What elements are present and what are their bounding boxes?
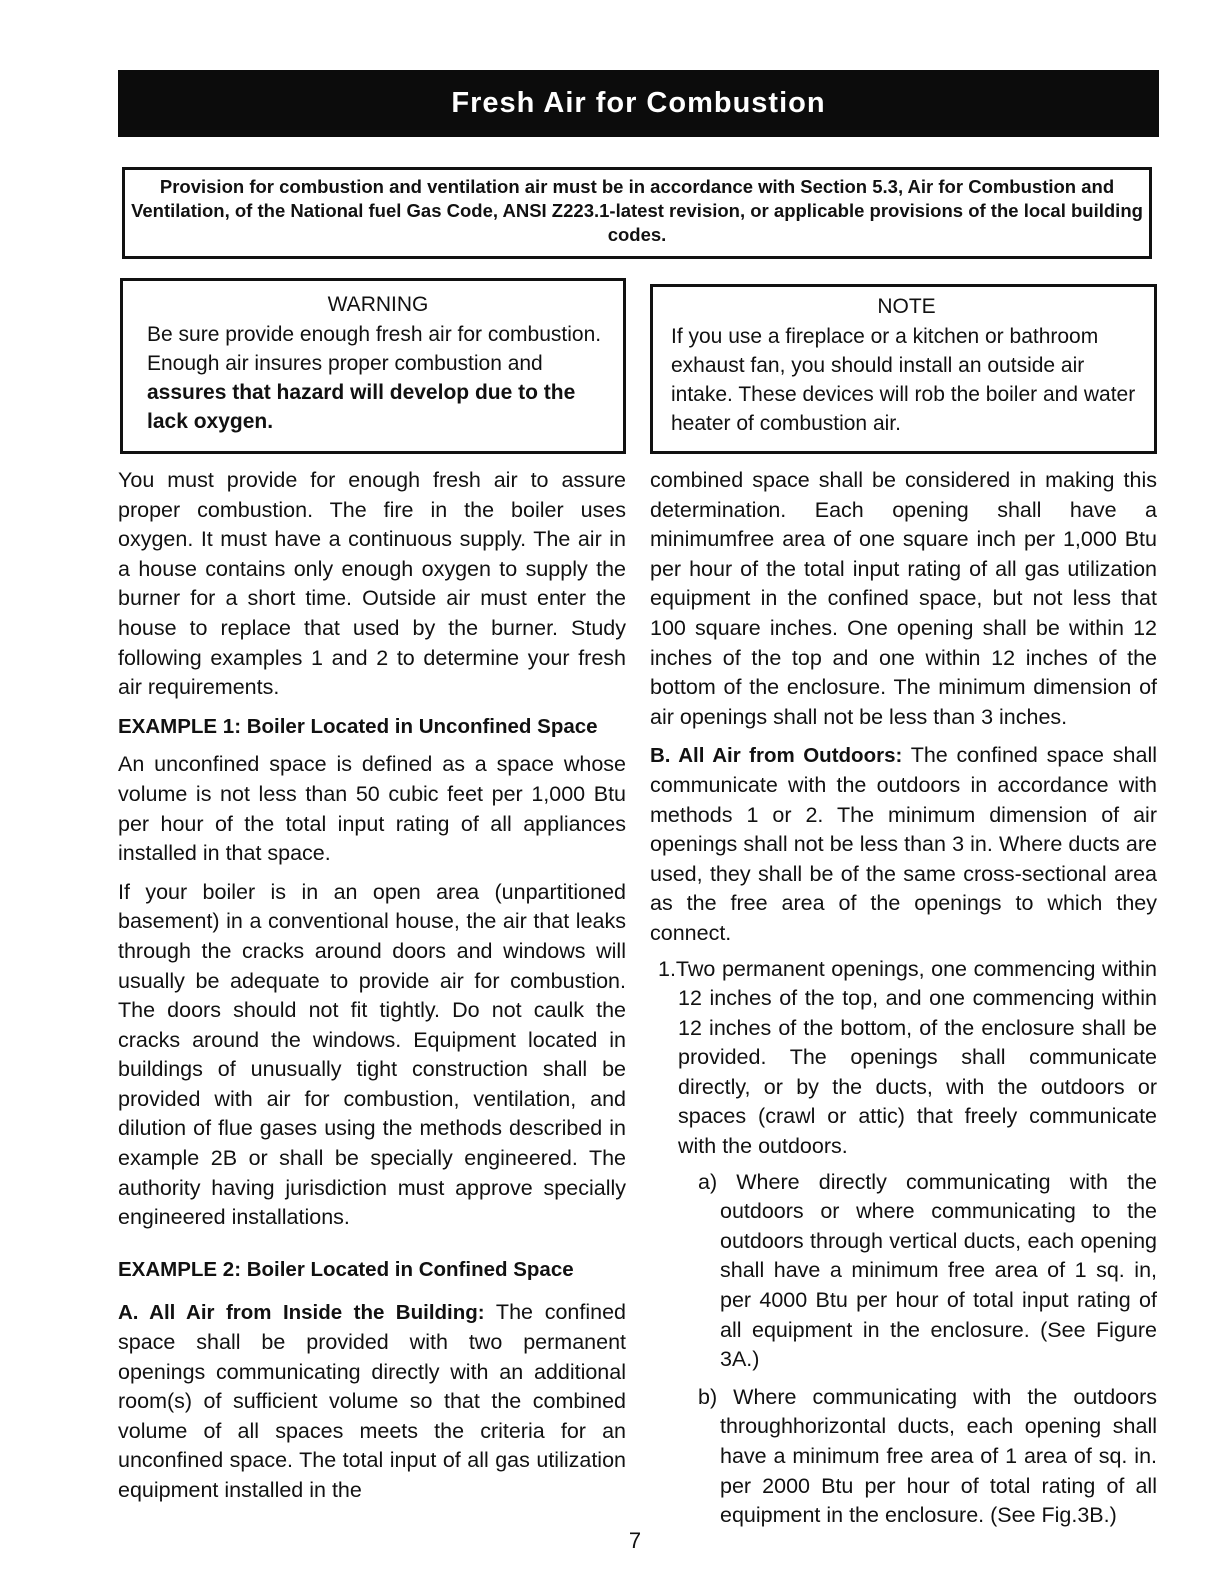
inside-air-paragraph [118,1298,626,1505]
unconfined-definition: An unconfined space is defined as a space whose volume is not less than 50 cubic feet per 1,000 Btu per hour of the total input rating of all appliances installed in that space. [118,752,626,866]
page-number: 7 [628,1528,642,1553]
outdoor-air-paragraph [650,741,1157,948]
warning-bold-text: assures that hazard will develop due to the lack oxygen. [147,381,576,433]
combined-space-paragraph: combined space shall be considered in making this determination. Each opening shall have a minimumfree area of one square inch per 1,000 Btu per hour of the total input rating of all gas utilization equipment in the confined space, but not less that 100 square inches. One opening shall be within 12 inches of the top and one within 12 inches of the bottom of the enclosure. The minimum dimension of air openings shall not be less than 3 inches. [650,468,1157,729]
warning-box [120,278,626,454]
warning-heading: WARNING [327,293,429,316]
note-box [650,284,1157,454]
warning-text: Be sure provide enough fresh air for combustion. Enough air insures proper combustion and [147,323,602,375]
intro-paragraph: You must provide for enough fresh air to assure proper combustion. The fire in the boiler uses oxygen. It must have a continuous supply. The air in a house contains only enough oxygen to supply the burner for a short time. Outside air must enter the house to replace that used by the burner. Study following examples 1 and 2 to determine your fresh air requirements. [118,468,626,700]
note-text: If you use a fireplace or a kitchen or bathroom exhaust fan, you should install an outside air intake. These devices will rob the boiler and water heater of combustion air. [671,325,1136,435]
example1-heading: EXAMPLE 1: Boiler Located in Unconfined Space [118,714,598,738]
list-item-1: 1.Two permanent openings, one commencing within 12 inches of the top, and one commencing within 12 inches of the bottom, of the enclosure shall be provided. The openings shall communicate directly, or by the ducts, with the outdoors or spaces (crawl or attic) that freely communicate with the outdoors. [658,956,1157,1159]
open-area-paragraph: If your boiler is in an open area (unpartitioned basement) in a conventional house, the air that leaks through the cracks around doors and windows will usually be adequate to provide air for combustion. The doors should not fit tightly. Do not caulk the cracks around the windows. Equipment located in buildings of unusually tight construction shall be provided with air for combustion, ventilation, and dilution of flue gases using the methods described in example 2B or shall be specially engineered. The authority having jurisdiction must approve specially engineered installations. [118,879,626,1230]
right-column [650,466,1157,1531]
inside-air-text: The confined space shall be provided with two permanent openings communicating directly with an additional room(s) of sufficient volume so that the combined volume of all spaces meets the criteria for an unconfined space. The total input of all gas utilization equipment installed in the [118,1300,626,1502]
provision-notice: Provision for combustion and ventilation air must be in accordance with Section 5.3, Air for Combustion and Ventilation, of the National fuel Gas Code, ANSI Z223.1-latest revision, or applicable provisions of the local building codes. [122,167,1152,259]
example2-heading: EXAMPLE 2: Boiler Located in Confined Space [118,1257,574,1281]
page-title: Fresh Air for Combustion [118,70,1159,137]
note-heading: NOTE [877,295,936,318]
outdoor-air-text: The confined space shall communicate with the outdoors in accordance with methods 1 or 2. The minimum dimension of air openings shall not be less than 3 in. Where ducts are used, they shall be of the same cross-sectional area as the free area of the openings to which they connect. [650,743,1157,945]
left-column [118,466,626,1506]
list-item-a: a) Where directly communicating with the outdoors or where communicating to the outdoors through vertical ducts, each opening shall have a minimum free area of 1 sq. in, per 4000 Btu per hour of total input rating of all equipment in the enclosure. (See Figure 3A.) [698,1169,1157,1372]
inside-air-label: A. All Air from Inside the Building: [118,1301,485,1325]
outdoor-air-label: B. All Air from Outdoors: [650,744,903,768]
list-item-b: b) Where communicating with the outdoors throughhorizontal ducts, each opening shall have a minimum free area of 1 area of sq. in. per 2000 Btu per hour of total rating of all equipment in the enclosure. (See Fig.3B.) [698,1384,1157,1528]
